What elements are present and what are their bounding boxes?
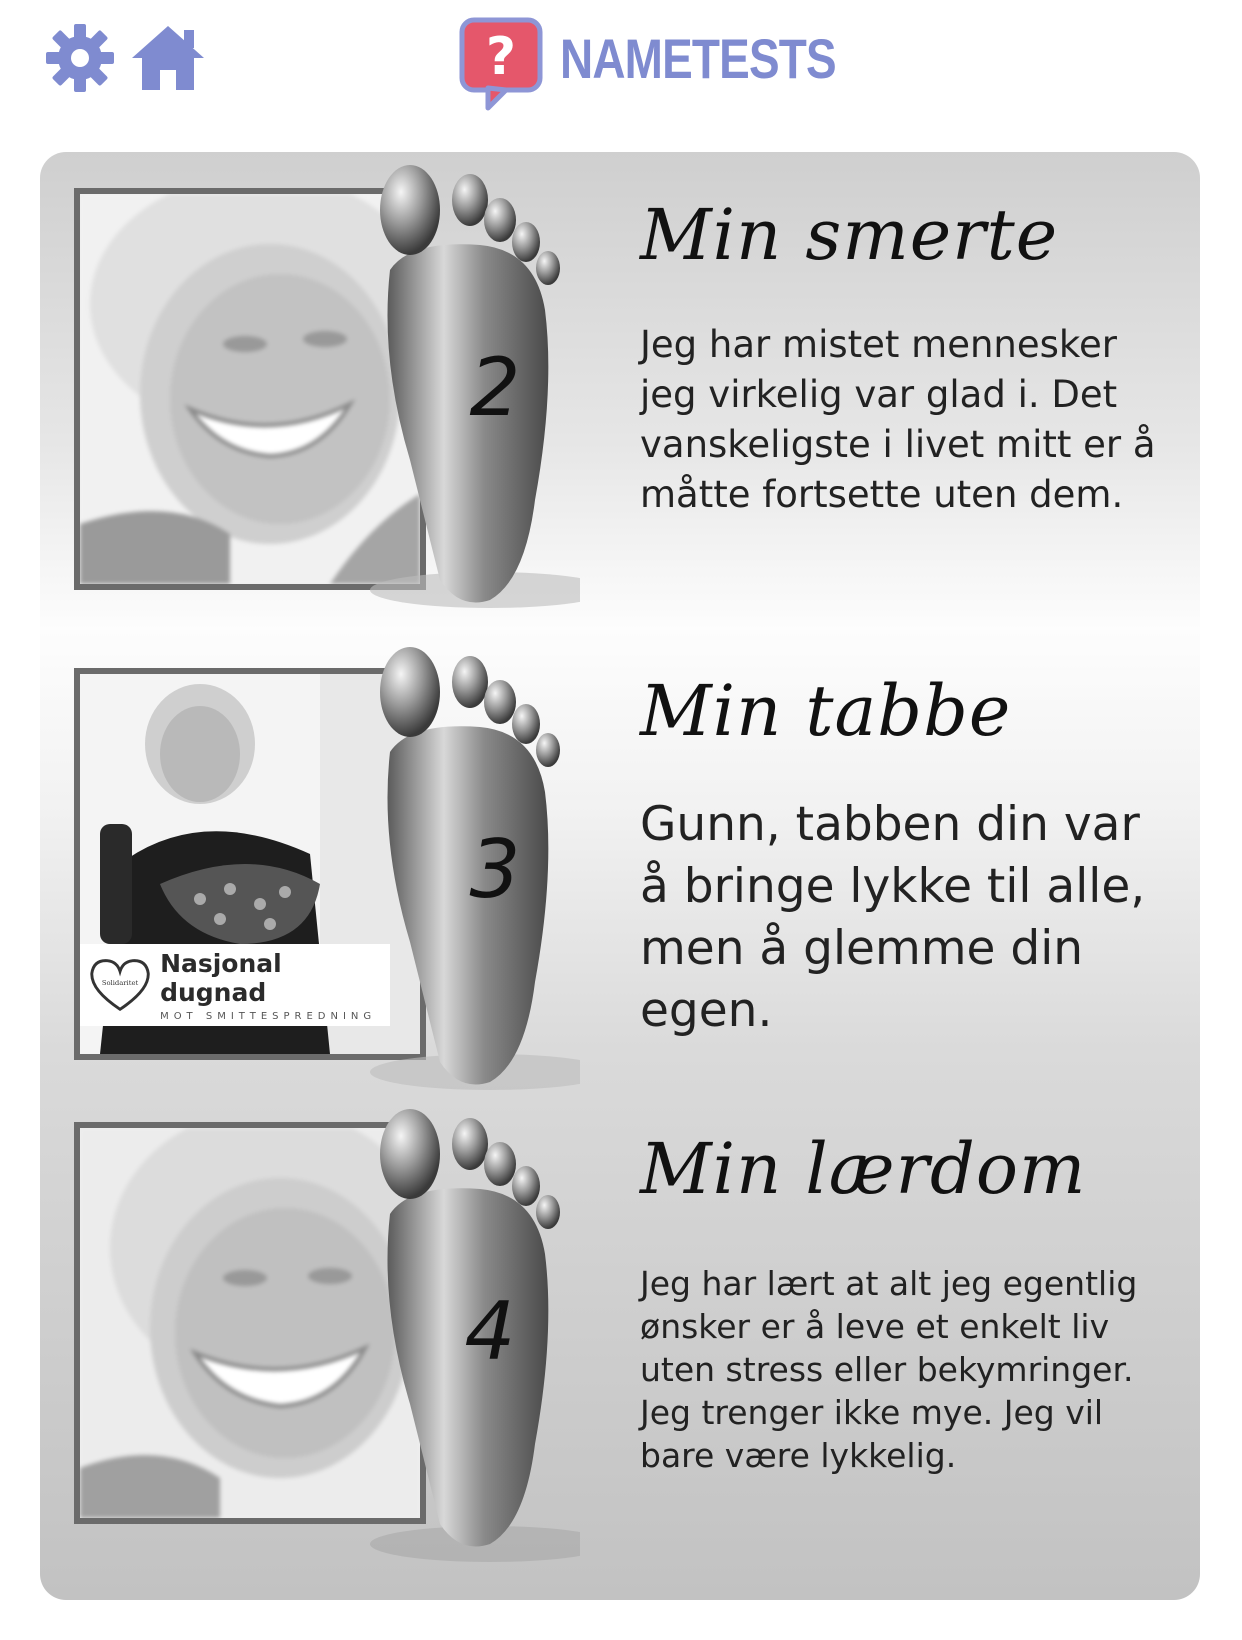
result-row-laerdom [40, 1112, 1200, 1582]
svg-text:Solidaritet: Solidaritet [101, 979, 139, 987]
badge-subtitle: MOT SMITTESPREDNING [160, 1010, 377, 1022]
result-text: Jeg har lært at alt jeg egentlig ønsker er å leve et enkelt liv uten stress eller bekymringer. Jeg trenger ikke mye. Jeg vil bare være lykkelig. [640, 1264, 1138, 1475]
result-title: Min lærdom [640, 1128, 1087, 1210]
top-bar [0, 0, 1242, 140]
silver-foot-image [340, 160, 580, 630]
result-text: Jeg har mistet mennesker jeg virkelig var glad i. Det vanskeligste i livet mitt er å måtte fortsette uten dem. [640, 323, 1156, 516]
silver-foot-image [340, 1104, 580, 1574]
logo-text: NAMETESTS [560, 27, 836, 90]
result-card [40, 152, 1200, 1600]
badge-title: Nasjonal dugnad [160, 948, 282, 1007]
silver-foot-image [340, 642, 580, 1112]
question-bubble-icon [458, 16, 544, 112]
svg-text:?: ? [485, 27, 517, 87]
result-text: Gunn, tabben din var å bringe lykke til alle, men å glemme din egen. [640, 797, 1146, 1038]
foot-number: 4 [464, 1285, 516, 1378]
result-row-smerte [40, 152, 1200, 622]
result-title: Min tabbe [640, 670, 1012, 752]
heart-icon [86, 955, 154, 1015]
foot-number: 3 [469, 823, 521, 916]
result-title: Min smerte [640, 194, 1059, 276]
home-icon[interactable] [128, 18, 208, 98]
result-row-tabbe [40, 642, 1200, 1112]
nametests-logo[interactable] [458, 16, 896, 112]
gear-icon[interactable] [40, 18, 120, 98]
foot-number: 2 [469, 341, 521, 434]
